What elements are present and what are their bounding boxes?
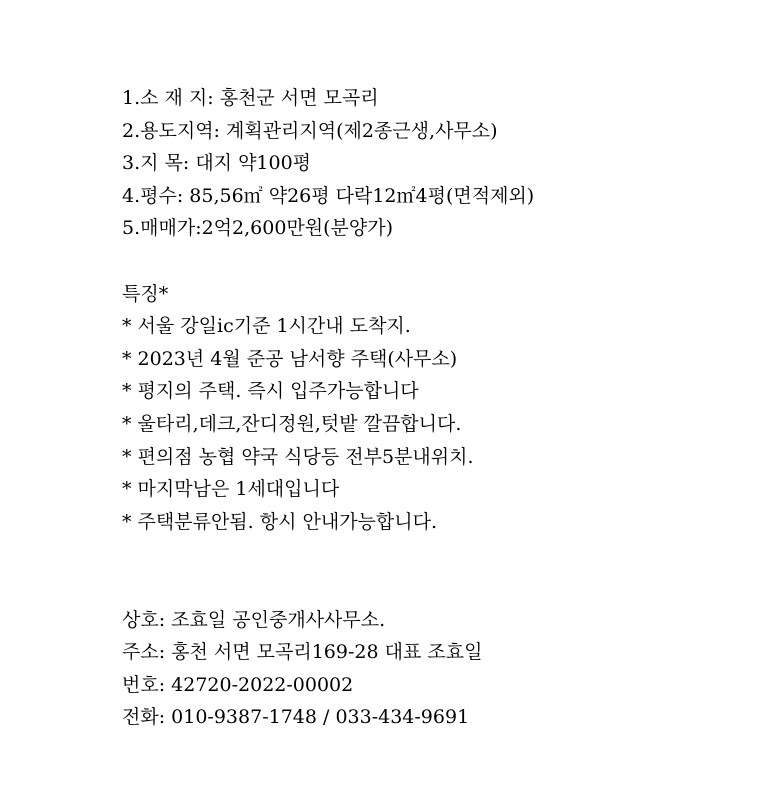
feature-item: * 평지의 주택. 즉시 입주가능합니다 (122, 380, 419, 403)
contact-business-name: 상호: 조효일 공인중개사사무소. (122, 608, 386, 631)
feature-item: * 주택분류안됨. 항시 안내가능합니다. (122, 510, 438, 533)
feature-item: * 2023년 4월 준공 남서향 주택(사무소) (122, 347, 458, 370)
listing-area: 4.평수: 85,56㎡ 약26평 다락12㎡4평(면적제외) (122, 184, 535, 207)
listing-document (122, 82, 762, 734)
contact-phone: 전화: 010-9387-1748 / 033-434-9691 (122, 706, 470, 729)
listing-land-category: 3.지 목: 대지 약100평 (122, 152, 312, 175)
feature-item: * 울타리,데크,잔디정원,텃밭 깔끔합니다. (122, 412, 462, 435)
spacer (122, 245, 762, 278)
listing-price: 5.매매가:2억2,600만원(분양가) (122, 217, 394, 240)
contact-registration-number: 번호: 42720-2022-00002 (122, 673, 354, 696)
feature-item: * 서울 강일ic기준 1시간내 도착지. (122, 315, 411, 338)
listing-zoning: 2.용도지역: 계획관리지역(제2종근생,사무소) (122, 119, 498, 142)
feature-item: * 마지막남은 1세대입니다 (122, 478, 340, 501)
features-heading: 특징* (122, 282, 169, 305)
spacer (122, 538, 762, 603)
listing-location: 1.소 재 지: 홍천군 서면 모곡리 (122, 87, 379, 109)
feature-item: * 편의점 농협 약국 식당등 전부5분내위치. (122, 445, 474, 468)
contact-address: 주소: 홍천 서면 모곡리169-28 대표 조효일 (122, 641, 483, 664)
